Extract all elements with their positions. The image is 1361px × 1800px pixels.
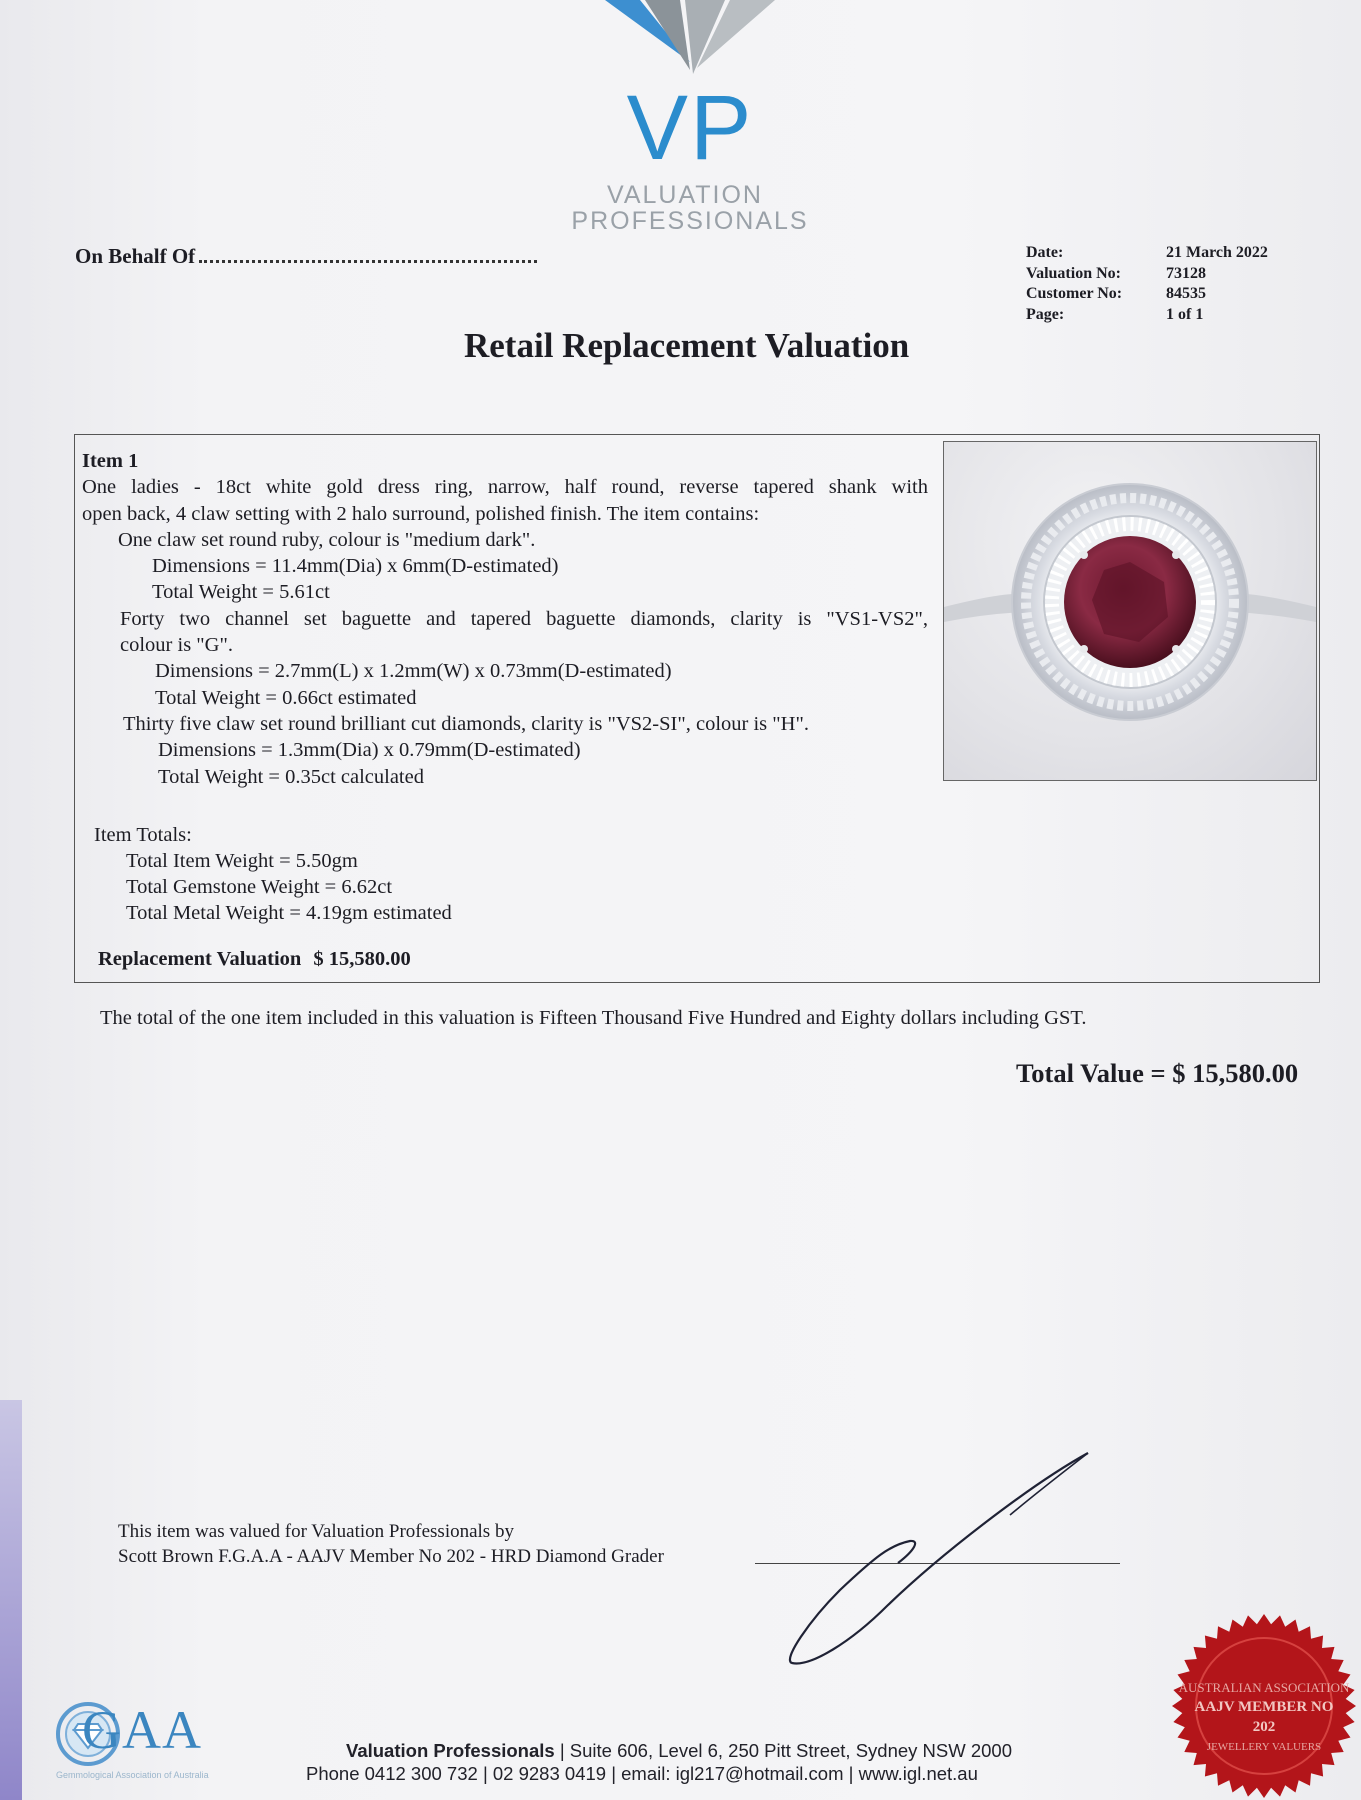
meta-label: Page: xyxy=(1026,305,1065,323)
gaa-subtitle: Gemmological Association of Australia xyxy=(56,1770,209,1780)
valuer-line-1: This item was valued for Valuation Professionals by xyxy=(118,1521,514,1542)
meta-label: Customer No: xyxy=(1026,285,1123,302)
meta-value: 1 of 1 xyxy=(1166,305,1204,323)
meta-row-page xyxy=(1026,305,1268,326)
handwritten-signature xyxy=(770,1445,1100,1675)
footer-contact: Phone 0412 300 732 | 02 9283 0419 | email: igl217@hotmail.com | www.igl.net.au xyxy=(306,1763,978,1784)
on-behalf-of xyxy=(75,244,537,269)
valuation-meta xyxy=(1026,243,1268,325)
background-edge xyxy=(0,1400,22,1800)
summary-sentence: The total of the one item included in this valuation is Fifteen Thousand Five Hundred and Eighty dollars including GST. xyxy=(100,1007,1087,1029)
meta-value: 73128 xyxy=(1166,264,1206,282)
meta-label: Date: xyxy=(1026,244,1064,261)
item-desc-line-1: One ladies - 18ct white gold dress ring, narrow, half round, reverse tapered shank with xyxy=(82,476,928,499)
gaa-wordmark: GAA xyxy=(82,1700,202,1760)
meta-label: Valuation No: xyxy=(1026,264,1121,282)
valuer-statement xyxy=(118,1519,664,1569)
on-behalf-label: On Behalf Of xyxy=(75,244,196,268)
seal-main-text: AAJV MEMBER NO xyxy=(1194,1699,1334,1715)
ruby-ring-image xyxy=(944,442,1316,780)
meta-row-valuation-no xyxy=(1026,264,1268,285)
replacement-label: Replacement Valuation xyxy=(98,948,302,970)
document-title: Retail Replacement Valuation xyxy=(464,326,910,365)
footer-address xyxy=(346,1740,1012,1762)
meta-value: 21 March 2022 xyxy=(1166,244,1268,261)
brilliant-dimensions: Dimensions = 1.3mm(Dia) x 0.79mm(D-estimated) xyxy=(158,739,581,762)
baguette-weight: Total Weight = 0.66ct estimated xyxy=(155,686,417,709)
item-totals xyxy=(94,822,452,926)
on-behalf-blank xyxy=(199,246,537,263)
ruby-dimensions: Dimensions = 11.4mm(Dia) x 6mm(D-estimated) xyxy=(152,555,559,578)
baguette-line-1: Forty two channel set baguette and tapered baguette diamonds, clarity is "VS1-VS2", xyxy=(120,607,928,630)
seal-top-text: AUSTRALIAN ASSOCIATION xyxy=(1178,1680,1350,1695)
footer-address-text: | Suite 606, Level 6, 250 Pitt Street, Sydney NSW 2000 xyxy=(554,1740,1012,1761)
logo-line-1: VALUATION xyxy=(607,181,763,209)
replacement-valuation xyxy=(98,948,411,971)
ruby-weight: Total Weight = 5.61ct xyxy=(152,581,330,604)
brilliant-line: Thirty five claw set round brilliant cut diamonds, clarity is "VS2-SI", colour is "H". xyxy=(123,712,809,735)
item-desc-line-2: open back, 4 claw setting with 2 halo surround, polished finish. The item contains: xyxy=(82,502,760,525)
replacement-value: $ 15,580.00 xyxy=(313,948,411,970)
aajv-member-seal xyxy=(1167,1612,1361,1800)
total-value: Total Value = $ 15,580.00 xyxy=(1016,1058,1299,1088)
valuer-line-2: Scott Brown F.G.A.A - AAJV Member No 202 - HRD Diamond Grader xyxy=(118,1546,664,1567)
footer-company: Valuation Professionals xyxy=(346,1740,555,1761)
seal-number: 202 xyxy=(1252,1719,1276,1735)
meta-value: 84535 xyxy=(1166,285,1206,302)
baguette-line-2: colour is "G". xyxy=(120,634,233,657)
ring-photo xyxy=(943,441,1317,781)
vp-logo xyxy=(560,0,820,235)
seal-bottom-text: JEWELLERY VALUERS xyxy=(1206,1741,1322,1753)
meta-row-date xyxy=(1026,243,1268,264)
brilliant-weight: Total Weight = 0.35ct calculated xyxy=(158,765,424,788)
item-description xyxy=(82,448,928,790)
meta-row-customer-no xyxy=(1026,284,1268,305)
baguette-dimensions: Dimensions = 2.7mm(L) x 1.2mm(W) x 0.73mm(D-estimated) xyxy=(155,660,672,683)
logo-line-2: PROFESSIONALS xyxy=(571,207,809,235)
ruby-line: One claw set round ruby, colour is "medium dark". xyxy=(118,528,536,551)
total-gemstone-weight: Total Gemstone Weight = 6.62ct xyxy=(126,876,393,898)
diamond-logo-icon xyxy=(585,0,795,80)
total-item-weight: Total Item Weight = 5.50gm xyxy=(126,850,358,872)
totals-heading: Item Totals: xyxy=(94,824,192,846)
logo-initials: VP xyxy=(626,77,754,179)
total-metal-weight: Total Metal Weight = 4.19gm estimated xyxy=(126,902,452,924)
item-heading: Item 1 xyxy=(82,450,139,472)
